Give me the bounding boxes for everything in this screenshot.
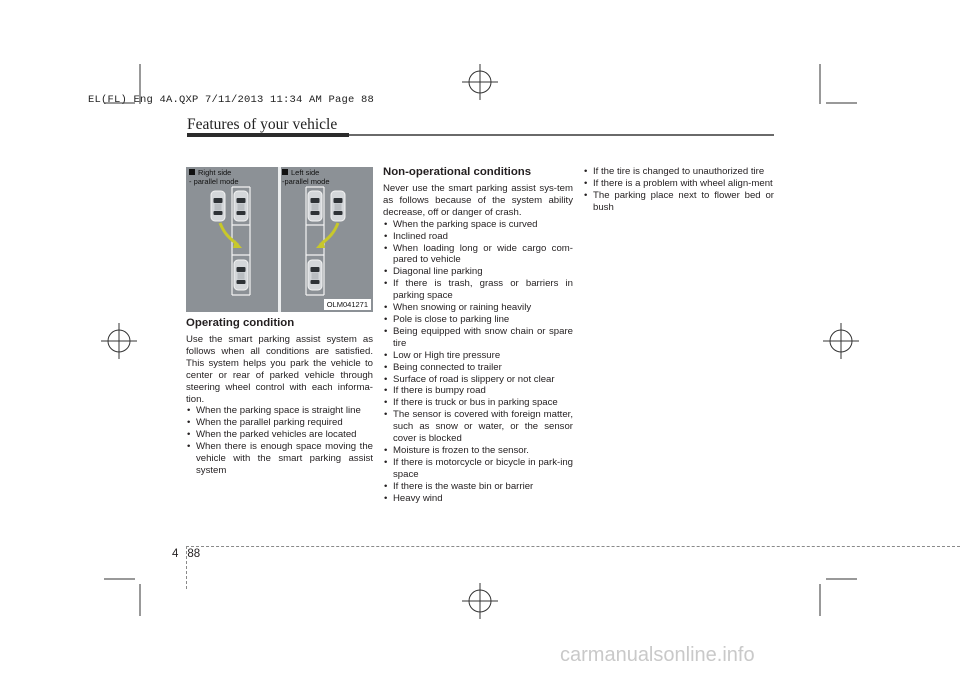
non-operational-list [383,219,573,505]
list-item: • If the tire is changed to unauthorized tire [583,166,774,178]
parked-car-icon [234,191,248,221]
list-item: • When snowing or raining heavily [383,302,573,314]
list-item: • Being equipped with snow chain or spare tire [383,326,573,350]
parked-car-icon [308,191,322,221]
list-item: • When there is enough space moving the vehicle with the smart parking assist system [186,441,373,477]
list-item: • If there is the waste bin or barrier [383,481,573,493]
non-operational-intro: Never use the smart parking assist sys-tem as follows because of the system ability decrease, off or danger of crash. [383,183,573,218]
registration-mark-left [101,323,137,359]
panel-divider [278,167,281,312]
list-item: • Inclined road [383,231,573,243]
registration-mark-bottom [462,583,498,619]
parked-car-icon [234,260,248,290]
list-item: • The sensor is covered with foreign matter, such as snow or water, or the sensor cover is blocked [383,409,573,445]
list-item: • Being connected to trailer [383,362,573,374]
registration-mark-right [823,323,859,359]
list-item: • Surface of road is slippery or not clear [383,374,573,386]
list-item: • If there is truck or bus in parking space [383,397,573,409]
page-number-value: 88 [187,548,201,560]
section-number: 4 [172,548,179,560]
list-item: • When the parallel parking required [186,417,373,429]
operating-condition-heading: Operating condition [186,317,295,329]
list-item: • When the parked vehicles are located [186,429,373,441]
panel-caption-right: Right side - parallel mode [189,168,239,186]
print-slug: EL(FL) Eng 4A.QXP 7/11/2013 11:34 AM Page 88 [88,94,375,106]
operating-condition-list [186,405,373,476]
non-operational-section [383,166,573,504]
watermark: carmanualsonline.info [560,644,755,666]
list-item: • If there is trash, grass or barriers in parking space [383,278,573,302]
list-item: • When the parking space is straight line [186,405,373,417]
section-header: Features of your vehicle [187,116,338,133]
square-bullet-icon [282,169,288,175]
operating-condition-intro: Use the smart parking assist system as follows when all conditions are satisfied. This system helps you park the vehicle to center or rear of parked vehicle through steering wheel control with each informa-tion. [186,334,373,405]
square-bullet-icon [189,169,195,175]
list-item: • If there is motorcycle or bicycle in park-ing space [383,457,573,481]
list-item: • The parking place next to flower bed or bush [583,190,774,214]
registration-mark-top [462,64,498,100]
list-item: • Heavy wind [383,493,573,505]
footer-rule [186,546,960,547]
list-item: • When loading long or wide cargo com-pared to vehicle [383,243,573,267]
non-operational-list-continued [583,166,774,214]
header-rule [349,134,774,136]
non-operational-continued [583,166,774,214]
operating-condition-section [186,317,373,477]
list-item: • If there is bumpy road [383,385,573,397]
header-rule-dark [187,133,349,137]
list-item: • Diagonal line parking [383,266,573,278]
list-item: • Moisture is frozen to the sensor. [383,445,573,457]
list-item: • Low or High tire pressure [383,350,573,362]
own-car-icon [211,191,225,221]
parked-car-icon [308,260,322,290]
list-item: • Pole is close to parking line [383,314,573,326]
non-operational-heading: Non-operational conditions [383,166,532,178]
figure-code: OLM041271 [324,299,371,310]
parking-mode-illustration [186,167,373,312]
list-item: • When the parking space is curved [383,219,573,231]
own-car-icon [331,191,345,221]
page-number [172,548,200,560]
list-item: • If there is a problem with wheel align-ment [583,178,774,190]
panel-caption-left: Left side -parallel mode [282,168,330,186]
